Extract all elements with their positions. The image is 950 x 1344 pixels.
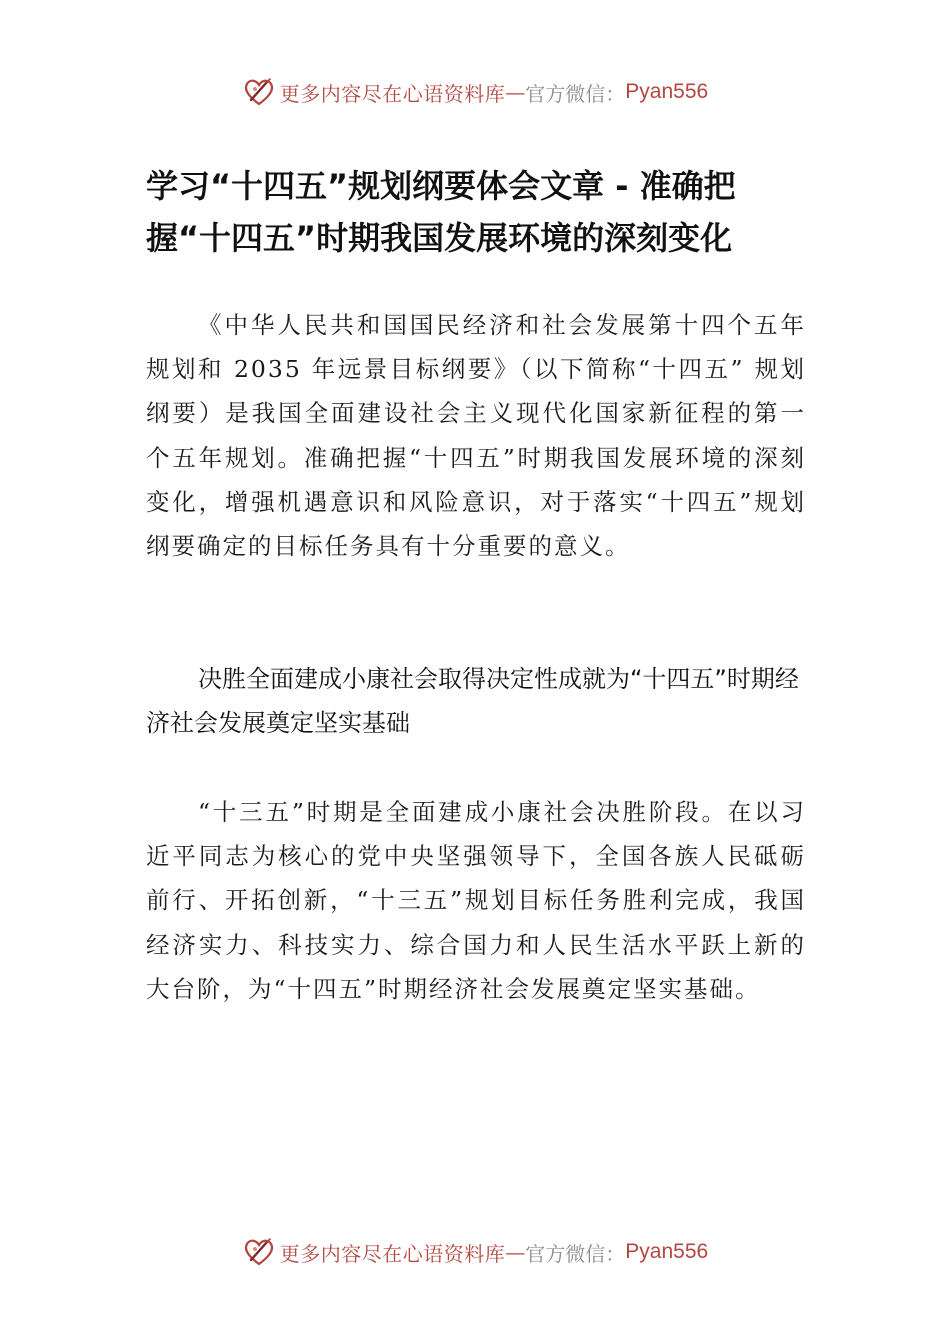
banner-wechat-id: Pyan556 <box>625 80 709 103</box>
document-title: 学习“十四五”规划纲要体会文章 - 准确把握“十四五”时期我国发展环境的深刻变化 <box>146 167 736 257</box>
banner-wechat-label: 官方微信： <box>525 1241 626 1266</box>
banner-separator: — <box>505 1240 526 1264</box>
banner-separator: — <box>505 80 526 104</box>
banner-wechat-label: 官方微信： <box>525 81 626 106</box>
heart-pen-logo-icon <box>242 75 276 109</box>
banner-wechat-id: Pyan556 <box>625 1240 709 1263</box>
header-banner <box>0 72 950 112</box>
body-paragraph: “十三五”时期是全面建成小康社会决胜阶段。在以习近平同志为核心的党中央坚强领导下，全国各族人民砥砺前行、开拓创新，“十三五”规划目标任务胜利完成，我国经济实力、科技实力、综合国力和人民生活水平跃上新的大台阶，为“十四五”时期经济社会发展奠定坚实基础。 <box>146 798 806 1003</box>
heart-pen-logo-icon <box>242 1235 276 1269</box>
section-subheading: 决胜全面建成小康社会取得决定性成就为“十四五”时期经济社会发展奠定坚实基础 <box>146 665 799 737</box>
banner-brand: 更多内容尽在心语资料库 <box>279 81 506 106</box>
intro-paragraph: 《中华人民共和国国民经济和社会发展第十四个五年规划和 2035 年远景目标纲要》（以下简称“十四五” 规划纲要）是我国全面建设社会主义现代化国家新征程的第一个五年规划。准确把握“十四五”时期我国发展环境的深刻变化，增强机遇意识和风险意识，对于落实“十四五”规划纲要确定的目标任务具有十分重要的意义。 <box>146 311 806 561</box>
banner-brand: 更多内容尽在心语资料库 <box>279 1241 506 1266</box>
footer-banner <box>0 1232 950 1272</box>
